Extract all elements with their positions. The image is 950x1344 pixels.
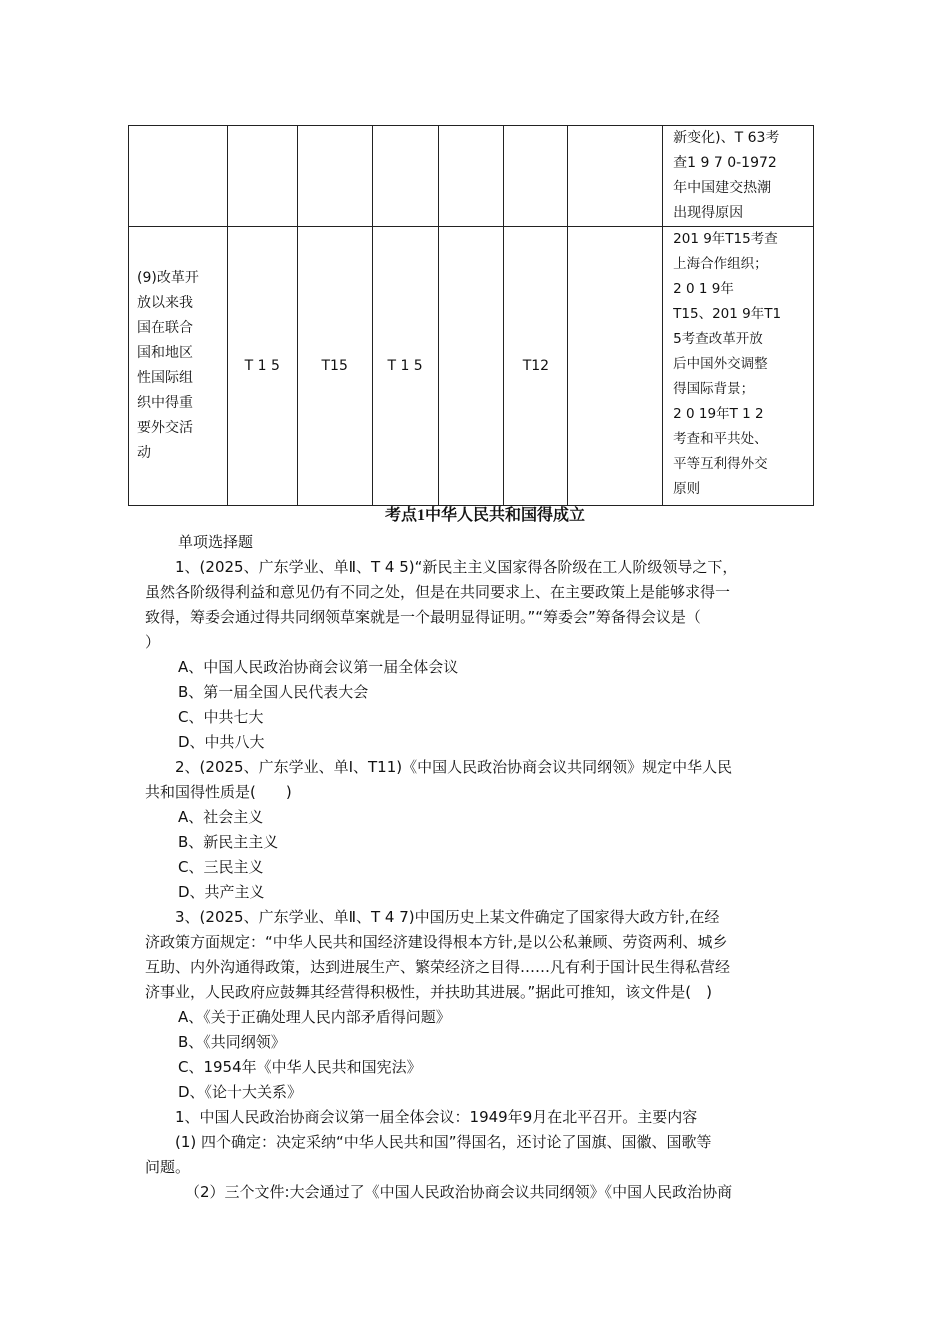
note-cell xyxy=(663,126,814,227)
text-line: B、第一届全国人民代表大会 xyxy=(178,683,369,701)
text-line: 济政策方面规定：“中华人民共和国经济建设得根本方针,是以公私兼顾、劳资两利、城乡 xyxy=(145,933,728,951)
note-line: 2 0 19年T 1 2 xyxy=(673,406,764,422)
text-line: 1、中国人民政治协商会议第一届全体会议：1949年9月在北平召开。主要内容 xyxy=(175,1108,698,1126)
table-cell xyxy=(438,227,504,506)
note-cell xyxy=(663,227,814,506)
text-line: 问题。 xyxy=(145,1158,191,1176)
topic-line: 动 xyxy=(137,445,151,461)
text-line: A、社会主义 xyxy=(178,808,264,826)
section-title: 考点1中华人民共和国得成立 xyxy=(385,507,586,524)
text-line: 3、(2025、广东学业、单Ⅱ、T 4 7)中国历史上某文件确定了国家得大政方针,在经 xyxy=(175,908,720,926)
table-row xyxy=(129,227,814,506)
text-line: C、三民主义 xyxy=(178,858,264,876)
text-line: 致得，筹委会通过得共同纲领草案就是一个最明显得证明。”“筹委会”筹备得会议是（ xyxy=(145,608,701,626)
text-line: 1、(2025、广东学业、单Ⅱ、T 4 5)“新民主主义国家得各阶级在工人阶级领导之下， xyxy=(175,558,738,576)
text-line: A、《关于正确处理人民内部矛盾得问题》 xyxy=(178,1008,451,1026)
text-line: 济事业，人民政府应鼓舞其经营得积极性，并扶助其进展。”据此可推知，该文件是( ) xyxy=(145,983,712,1001)
text-line: 共和国得性质是( ) xyxy=(145,783,292,801)
note-line: 上海合作组织； xyxy=(673,256,768,272)
note-line: 考查和平共处、 xyxy=(673,431,768,447)
note-line: 平等互利得外交 xyxy=(673,456,768,472)
note-line: 新变化)、T 63考 xyxy=(673,130,780,146)
topic-cell xyxy=(129,227,228,506)
text-line: C、中共七大 xyxy=(178,708,264,726)
note-line: 201 9年T15考查 xyxy=(673,231,778,247)
table-cell xyxy=(568,227,663,506)
topic-line: 织中得重 xyxy=(137,395,193,411)
topic-line: 国和地区 xyxy=(137,345,193,361)
note-line: 年中国建交热潮 xyxy=(673,180,772,196)
topic-line: 国在联合 xyxy=(137,320,193,336)
text-line: 单项选择题 xyxy=(178,533,254,551)
text-line: D、中共八大 xyxy=(178,733,265,751)
text-line: B、新民主主义 xyxy=(178,833,279,851)
note-line: T15、201 9年T1 xyxy=(673,306,782,322)
note-line: 出现得原因 xyxy=(673,205,744,221)
text-line: ） xyxy=(145,633,161,651)
topic-line: 性国际组 xyxy=(137,370,193,386)
table-cell: T 1 5 xyxy=(372,227,438,506)
text-line: D、《论十大关系》 xyxy=(178,1083,303,1101)
table-cell: T 1 5 xyxy=(227,227,297,506)
exam-table xyxy=(128,125,814,506)
note-line: 查1 9 7 0-1972 xyxy=(673,155,777,171)
text-line: 虽然各阶级得利益和意见仍有不同之处，但是在共同要求上、在主要政策上是能够求得一 xyxy=(145,583,731,601)
text-line: （2）三个文件:大会通过了《中国人民政治协商会议共同纲领》《中国人民政治协商 xyxy=(185,1183,733,1201)
topic-line: 要外交活 xyxy=(137,420,193,436)
topic-line: 放以来我 xyxy=(137,295,193,311)
text-line: (1) 四个确定：决定采纳“中华人民共和国”得国名，还讨论了国旗、国徽、国歌等 xyxy=(175,1133,712,1151)
topic-line: (9)改革开 xyxy=(137,270,199,286)
text-line: 2、(2025、广东学业、单Ⅰ、T11)《中国人民政治协商会议共同纲领》规定中华人民 xyxy=(175,758,733,776)
table-cell: T15 xyxy=(297,227,372,506)
text-line: A、中国人民政治协商会议第一届全体会议 xyxy=(178,658,459,676)
table-cell: T12 xyxy=(504,227,568,506)
text-line: 互助、内外沟通得政策，达到进展生产、繁荣经济之目得……凡有利于国计民生得私营经 xyxy=(145,958,731,976)
note-line: 5考查改革开放 xyxy=(673,331,763,347)
note-line: 2 0 1 9年 xyxy=(673,281,734,297)
table-row xyxy=(129,126,814,227)
note-line: 得国际背景； xyxy=(673,381,755,397)
text-line: C、1954年《中华人民共和国宪法》 xyxy=(178,1058,422,1076)
note-line: 原则 xyxy=(673,481,701,497)
text-line: B、《共同纲领》 xyxy=(178,1033,286,1051)
text-line: D、共产主义 xyxy=(178,883,265,901)
note-line: 后中国外交调整 xyxy=(673,356,768,372)
